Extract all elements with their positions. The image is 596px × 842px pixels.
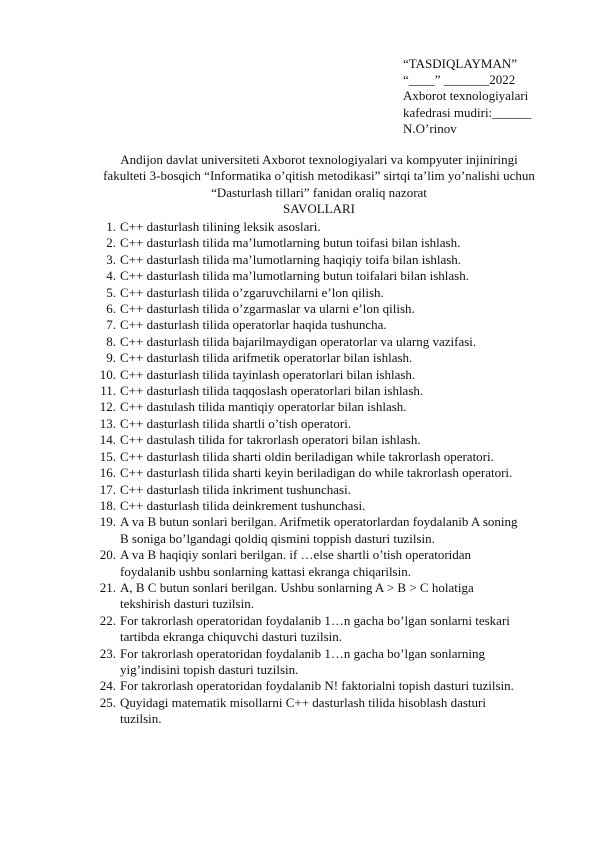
heading-line: Andijon davlat universiteti Axborot texnologiyalari va kompyuter injiniringi (120, 152, 518, 167)
question-number: 12. (99, 399, 116, 415)
question-text: A va B haqiqiy sonlari berilgan. if …else shartli o’tish operatoridan (120, 547, 472, 563)
question-text: C++ dastulash tilida for takrorlash operatori bilan ishlash. (120, 432, 421, 448)
question-number: 23. (99, 645, 116, 661)
document-heading (60, 152, 578, 217)
question-item (84, 646, 574, 679)
question-number: 22. (99, 612, 116, 628)
question-text: C++ dasturlash tilida operatorlar haqida tushuncha. (120, 317, 387, 333)
question-item (84, 367, 574, 383)
question-item (84, 350, 574, 366)
question-text: foydalanib ushbu sonlarning kattasi ekranga chiqarilsin. (120, 563, 411, 579)
question-item (84, 449, 574, 465)
heading-title: SAVOLLARI (283, 200, 355, 216)
question-number: 2. (106, 235, 116, 251)
question-item (84, 465, 574, 481)
question-text: tuzilsin. (120, 711, 162, 727)
question-number: 6. (106, 301, 116, 317)
question-text: For takrorlash operatoridan foydalanib N! faktorialni topish dasturi tuzilsin. (120, 678, 514, 694)
question-number: 16. (99, 465, 116, 481)
question-text: tartibda ekranga chiquvchi dasturi tuzilsin. (120, 629, 343, 645)
question-text: C++ dasturlash tilida inkriment tushunchasi. (120, 481, 351, 497)
question-item (84, 285, 574, 301)
question-item (84, 580, 574, 613)
question-text: For takrorlash operatoridan foydalanib 1…n gacha bo’lgan sonlarni teskari (120, 612, 510, 628)
question-item (84, 482, 574, 498)
heading-line: fakulteti 3-bosqich “Informatika o’qitish metodikasi” sirtqi ta’lim yo’nalishi uchun (103, 168, 535, 184)
question-item (84, 695, 574, 728)
approval-date: “____” _______2022 (403, 72, 516, 88)
question-item (84, 416, 574, 432)
question-text: C++ dasturlash tilida ma’lumotlarning butun toifalari bilan ishlash. (120, 268, 469, 284)
question-number: 8. (106, 333, 116, 349)
question-item (84, 334, 574, 350)
question-text: C++ dasturlash tilida o’zgaruvchilarni e’lon qilish. (120, 284, 384, 300)
question-text: tekshirish dasturi tuzilsin. (120, 596, 254, 612)
question-number: 13. (99, 415, 116, 431)
approval-title: “TASDIQLAYMAN” (403, 56, 518, 71)
approval-name: N.O’rinov (403, 120, 457, 136)
question-text: yig’indisini topish dasturi tuzilsin. (120, 661, 299, 677)
question-number: 25. (99, 694, 116, 710)
question-text: C++ dasturlash tilida taqqoslash operatorlari bilan ishlash. (120, 383, 424, 399)
approval-block (403, 56, 583, 137)
approval-head-signature: kafedrasi mudiri:______ (403, 104, 532, 120)
question-item (84, 317, 574, 333)
question-item (84, 268, 574, 284)
question-text: C++ dasturlash tilining leksik asoslari. (120, 219, 321, 234)
question-number: 18. (99, 497, 116, 513)
question-text: C++ dasturlash tilida deinkrement tushunchasi. (120, 497, 366, 513)
question-item (84, 383, 574, 399)
question-number: 14. (99, 432, 116, 448)
question-text: C++ dasturlash tilida ma’lumotlarning butun toifasi bilan ishlash. (120, 235, 461, 251)
question-number: 24. (99, 678, 116, 694)
question-number: 5. (106, 284, 116, 300)
question-item (84, 678, 574, 694)
question-item (84, 498, 574, 514)
question-text: C++ dasturlash tilida o’zgarmaslar va ularni e’lon qilish. (120, 301, 415, 317)
question-text: A va B butun sonlari berilgan. Arifmetik operatorlardan foydalanib A soning (120, 514, 518, 530)
question-text: C++ dasturlash tilida arifmetik operatorlar bilan ishlash. (120, 350, 413, 366)
question-item (84, 235, 574, 251)
question-number: 20. (99, 547, 116, 563)
question-text: C++ dasturlash tilida sharti keyin beriladigan do while takrorlash operatori. (120, 465, 513, 481)
question-item (84, 613, 574, 646)
question-text: C++ dasturlash tilida bajarilmaydigan operatorlar va ularng vazifasi. (120, 333, 477, 349)
question-text: B soniga bo’lgandagi qoldiq qismini toppish dasturi tuzilsin. (120, 530, 435, 546)
question-item (84, 252, 574, 268)
question-text: For takrorlash operatoridan foydalanib 1…n gacha bo’lgan sonlarning (120, 645, 485, 661)
question-number: 4. (106, 268, 116, 284)
question-list (84, 219, 574, 728)
question-number: 11. (100, 383, 116, 399)
question-text: C++ dasturlash tilida shartli o’tish operatori. (120, 415, 352, 431)
question-text: A, B C butun sonlari berilgan. Ushbu sonlarning A > B > C holatiga (120, 579, 474, 595)
question-item (84, 547, 574, 580)
question-number: 7. (106, 317, 116, 333)
question-text: C++ dasturlash tilida ma’lumotlarning haqiqiy toifa bilan ishlash. (120, 251, 462, 267)
question-text: C++ dasturlash tilida tayinlash operatorlari bilan ishlash. (120, 366, 416, 382)
question-number: 9. (106, 350, 116, 366)
question-item (84, 514, 574, 547)
question-number: 19. (99, 514, 116, 530)
question-item (84, 399, 574, 415)
question-text: C++ dastulash tilida mantiqiy operatorlar bilan ishlash. (120, 399, 407, 415)
question-number: 1. (106, 219, 116, 234)
question-item (84, 301, 574, 317)
question-text: Quyidagi matematik misollarni C++ dasturlash tilida hisoblash dasturi (120, 694, 486, 710)
question-number: 3. (106, 251, 116, 267)
approval-department: Axborot texnologiyalari (403, 88, 529, 104)
question-text: C++ dasturlash tilida sharti oldin beriladigan while takrorlash operatori. (120, 448, 494, 464)
question-number: 17. (99, 481, 116, 497)
question-item (84, 219, 574, 235)
question-number: 15. (99, 448, 116, 464)
question-item (84, 432, 574, 448)
heading-line: “Dasturlash tillari” fanidan oraliq nazorat (211, 184, 427, 200)
question-number: 21. (99, 579, 116, 595)
question-number: 10. (99, 366, 116, 382)
